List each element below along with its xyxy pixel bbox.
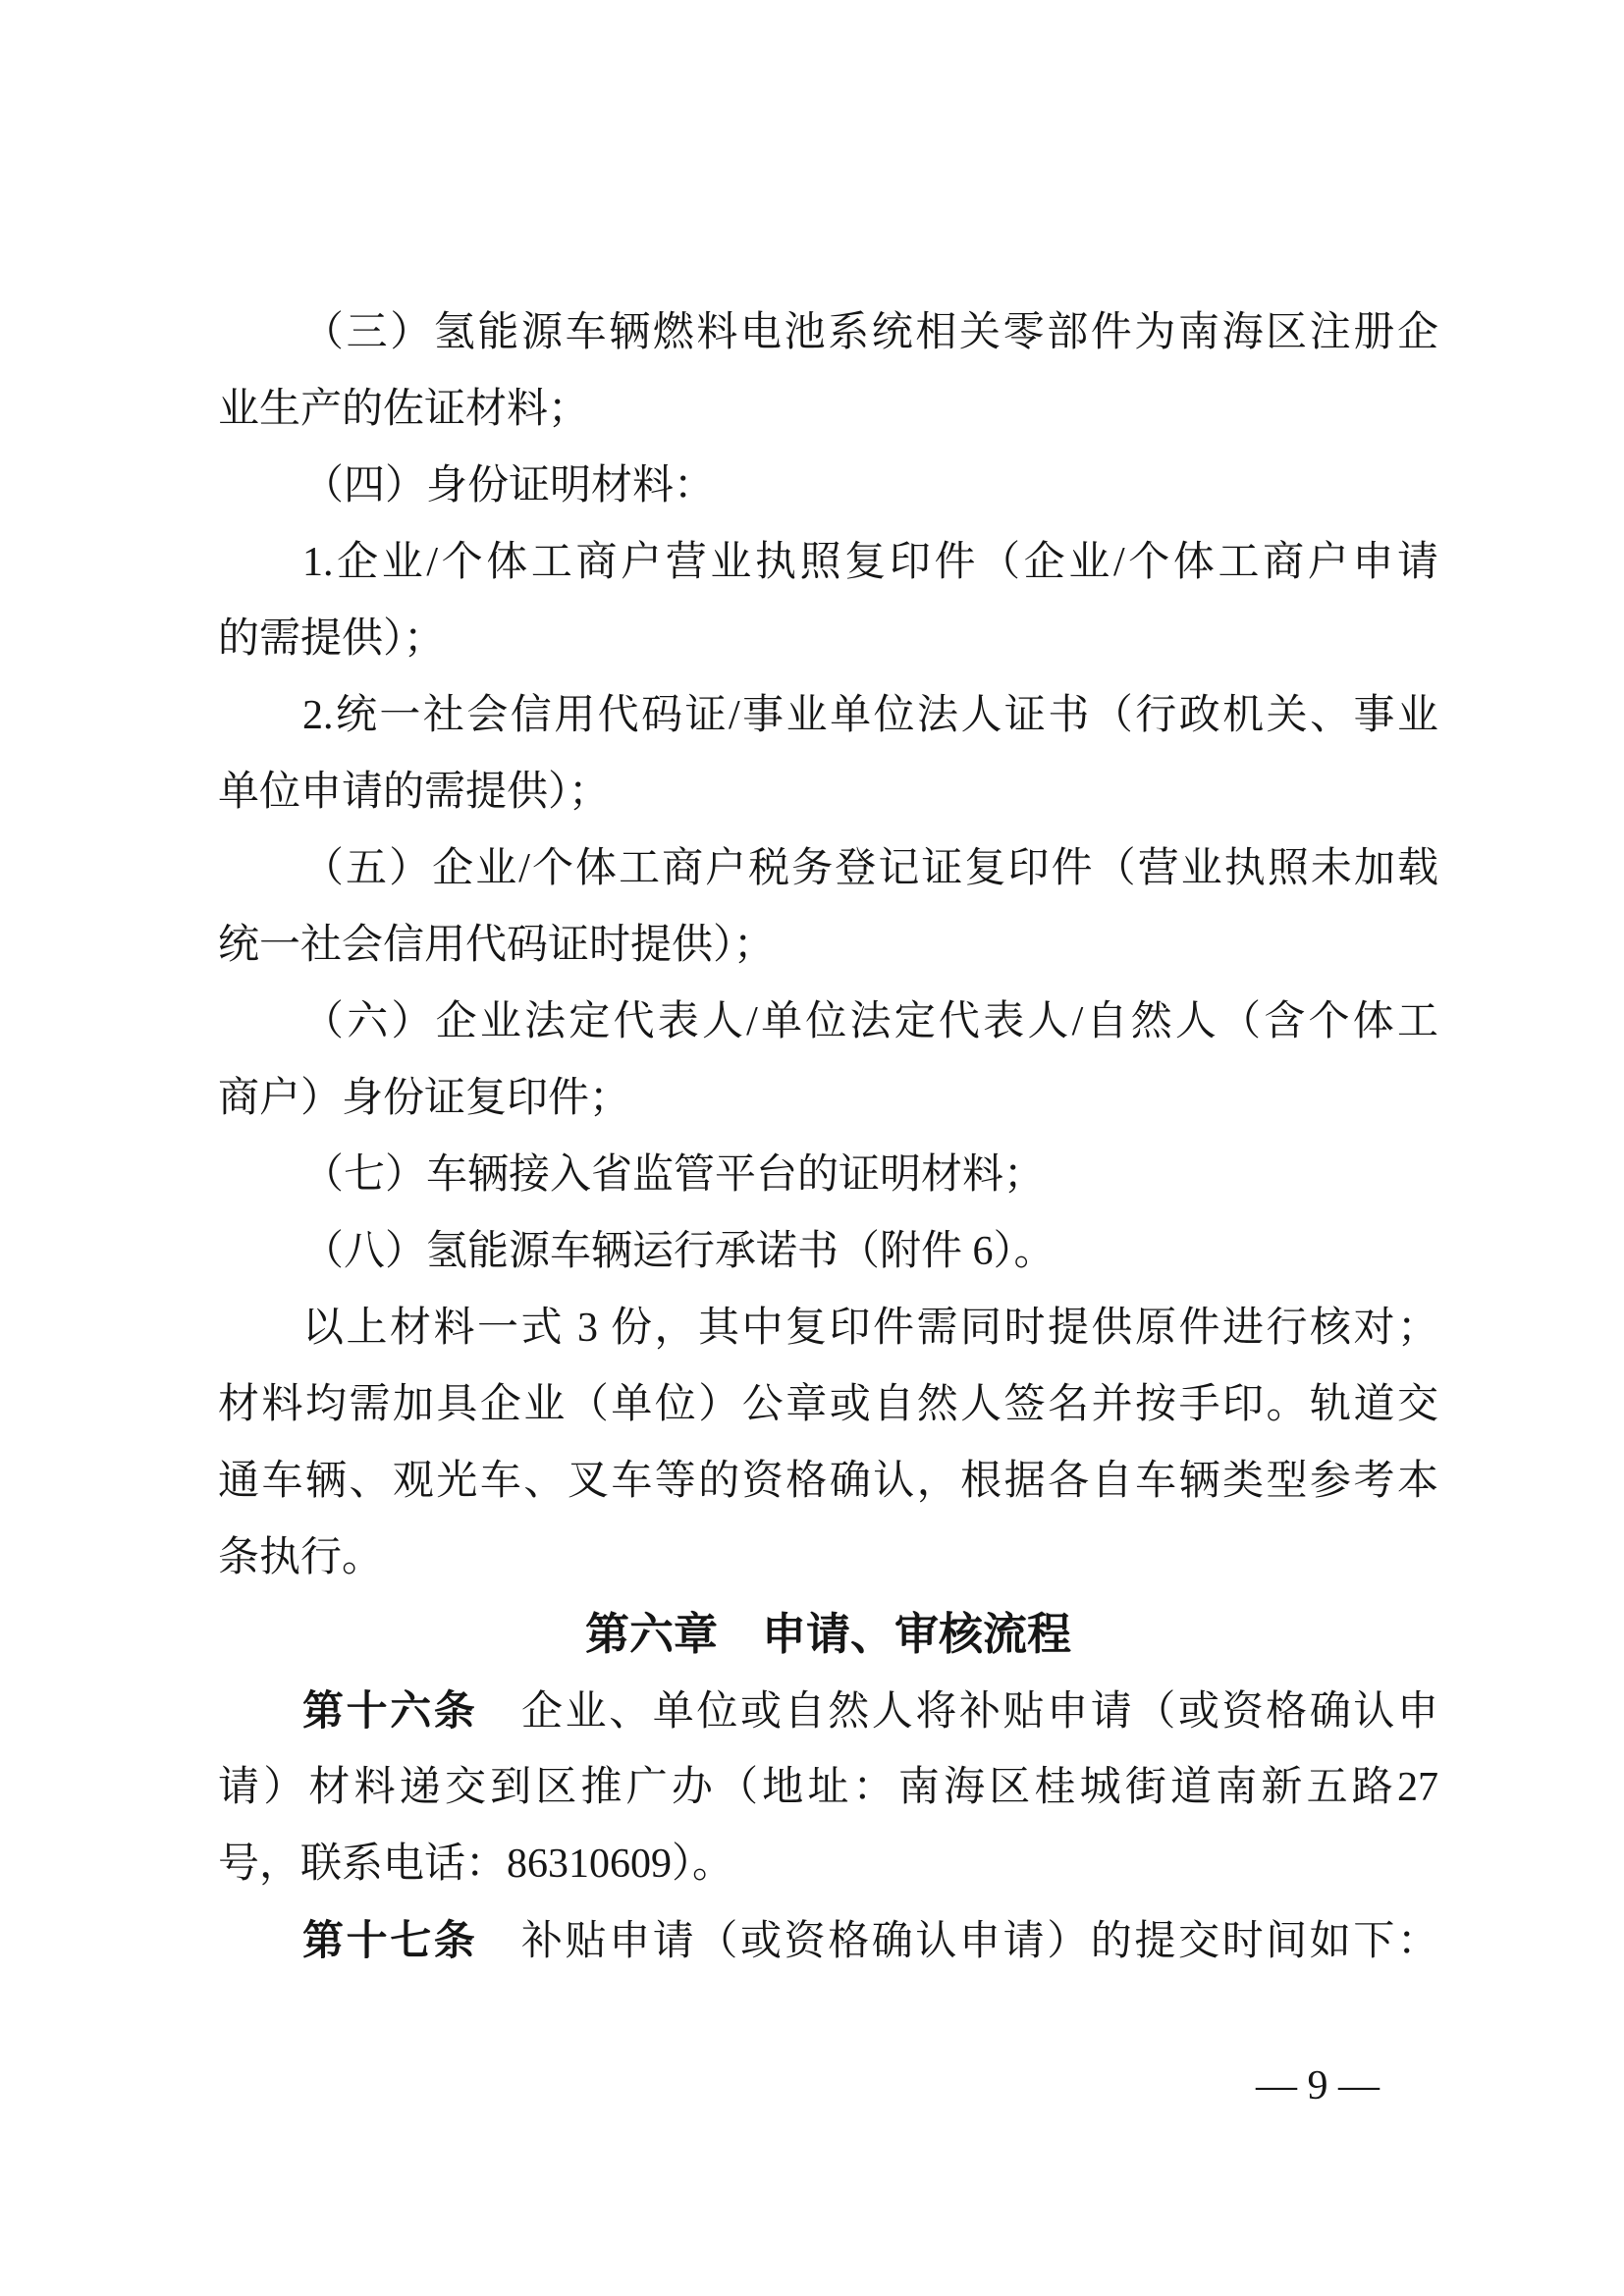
text-line: （四）身份证明材料：: [302, 463, 716, 508]
text-line: （三）氢能源车辆燃料电池系统相关零部件为南海区注册企: [302, 310, 1438, 355]
text-line: 的需提供）；: [218, 616, 446, 662]
article-number: 第十七条: [302, 1917, 478, 1963]
text-line: （五）企业/个体工商户税务登记证复印件（营业执照未加载: [302, 846, 1438, 891]
text-line: 商户）身份证复印件；: [218, 1076, 631, 1121]
text-line: 2.统一社会信用代码证/事业单位法人证书（行政机关、事业: [302, 693, 1438, 738]
text-line: （八）氢能源车辆运行承诺书（附件 6）。: [302, 1229, 1056, 1274]
text-line: 材料均需加具企业（单位）公章或自然人签名并按手印。轨道交: [218, 1382, 1438, 1427]
article-text: 企业、单位或自然人将补贴申请（或资格确认申: [477, 1689, 1438, 1735]
text-line: [218, 1902, 1438, 1979]
text-line: （六）企业法定代表人/单位法定代表人/自然人（含个体工: [302, 999, 1438, 1044]
text-line: 1.企业/个体工商户营业执照复印件（企业/个体工商户申请: [302, 540, 1438, 585]
text-line: （七）车辆接入省监管平台的证明材料；: [302, 1152, 1046, 1198]
article-number: 第十六条: [302, 1687, 478, 1734]
document-body: [218, 294, 1438, 1979]
text-line: [218, 1673, 1438, 1749]
text-line: 号，联系电话：86310609）。: [218, 1842, 734, 1887]
text-line: 统一社会信用代码证时提供）；: [218, 923, 776, 968]
chapter-heading: 第六章 申请、审核流程: [584, 1609, 1071, 1659]
text-line: 请）材料递交到区推广办（地址：南海区桂城街道南新五路27: [218, 1765, 1438, 1810]
text-line: 业生产的佐证材料；: [218, 387, 590, 432]
text-line: 条执行。: [218, 1535, 384, 1580]
article-text: 补贴申请（或资格确认申请）的提交时间如下：: [477, 1919, 1438, 1964]
text-line: 通车辆、观光车、叉车等的资格确认，根据各自车辆类型参考本: [218, 1459, 1438, 1504]
text-line: 以上材料一式 3 份，其中复印件需同时提供原件进行核对；: [302, 1306, 1438, 1351]
text-line: 单位申请的需提供）；: [218, 770, 611, 815]
page-number: — 9 —: [1256, 2063, 1380, 2109]
